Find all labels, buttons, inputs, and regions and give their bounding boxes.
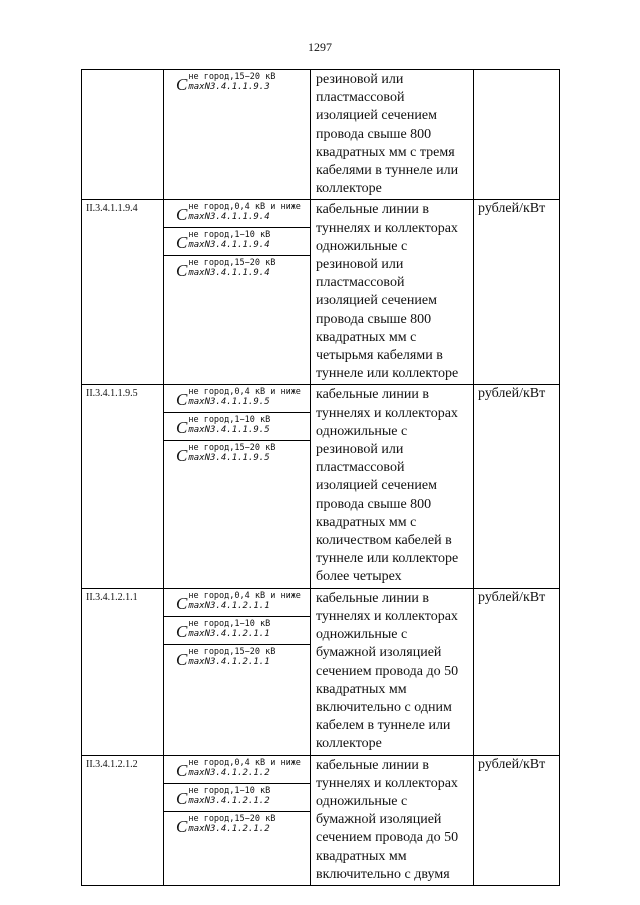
formula-cell: [164, 70, 311, 200]
formula: C не город,1−10 кВ maxN3.4.1.1.9.4: [164, 227, 310, 255]
formula-cell: [164, 588, 311, 755]
formula: C не город,15−20 кВ maxN3.4.1.1.9.5: [164, 440, 310, 468]
table-row: [82, 385, 560, 588]
row-code: II.3.4.1.2.1.1: [82, 588, 164, 755]
page-number: 1297: [308, 40, 332, 54]
row-description: кабельные линии в туннелях и коллекторах одножильные с резиновой или пластмассовой изоляцией сечением провода свыше 800 квадратных мм с четырьмя кабелями в туннеле или коллекторе: [311, 200, 474, 385]
row-code: II.3.4.1.2.1.2: [82, 755, 164, 885]
table-row: [82, 588, 560, 755]
table-row: [82, 755, 560, 885]
formula: C не город,15−20 кВ maxN3.4.1.2.1.1: [164, 644, 310, 672]
formula-cell: [164, 200, 311, 385]
formula: C не город,0,4 кВ и ниже maxN3.4.1.2.1.2: [176, 757, 301, 780]
formula: C не город,0,4 кВ и ниже maxN3.4.1.1.9.4: [176, 202, 301, 225]
row-unit: рублей/кВт: [474, 755, 560, 885]
row-description: кабельные линии в туннелях и коллекторах одножильные с бумажной изоляцией сечением провода до 50 квадратных мм включительно с одним кабелем в туннеле или коллекторе: [311, 588, 474, 755]
formula: C не город,0,4 кВ и ниже maxN3.4.1.1.9.5: [176, 387, 301, 410]
row-code: [82, 70, 164, 200]
tariff-table: [81, 69, 560, 886]
formula: C не город,15−20 кВ maxN3.4.1.1.9.3: [176, 72, 276, 94]
formula: C не город,1−10 кВ maxN3.4.1.1.9.5: [164, 412, 310, 440]
formula: C не город,1−10 кВ maxN3.4.1.2.1.1: [164, 616, 310, 644]
row-unit: рублей/кВт: [474, 200, 560, 385]
row-description: кабельные линии в туннелях и коллекторах одножильные с резиновой или пластмассовой изоляцией сечением провода свыше 800 квадратных мм с количеством кабелей в туннеле или коллекторе более четырех: [311, 385, 474, 588]
table-row: [82, 200, 560, 385]
table-row: [82, 70, 560, 200]
row-unit: рублей/кВт: [474, 588, 560, 755]
row-unit: [474, 70, 560, 200]
formula: C не город,0,4 кВ и ниже maxN3.4.1.2.1.1: [176, 590, 301, 613]
formula: C не город,15−20 кВ maxN3.4.1.1.9.4: [164, 255, 310, 283]
formula-cell: [164, 755, 311, 885]
row-code: II.3.4.1.1.9.4: [82, 200, 164, 385]
row-description: резиновой или пластмассовой изоляцией сечением провода свыше 800 квадратных мм с тремя кабелями в туннеле или коллекторе: [311, 70, 474, 200]
row-unit: рублей/кВт: [474, 385, 560, 588]
row-description: кабельные линии в туннелях и коллекторах одножильные с бумажной изоляцией сечением провода до 50 квадратных мм включительно с двумя: [311, 755, 474, 885]
row-code: II.3.4.1.1.9.5: [82, 385, 164, 588]
formula: C не город,15−20 кВ maxN3.4.1.2.1.2: [164, 811, 310, 839]
formula-cell: [164, 385, 311, 588]
formula: C не город,1−10 кВ maxN3.4.1.2.1.2: [164, 783, 310, 811]
